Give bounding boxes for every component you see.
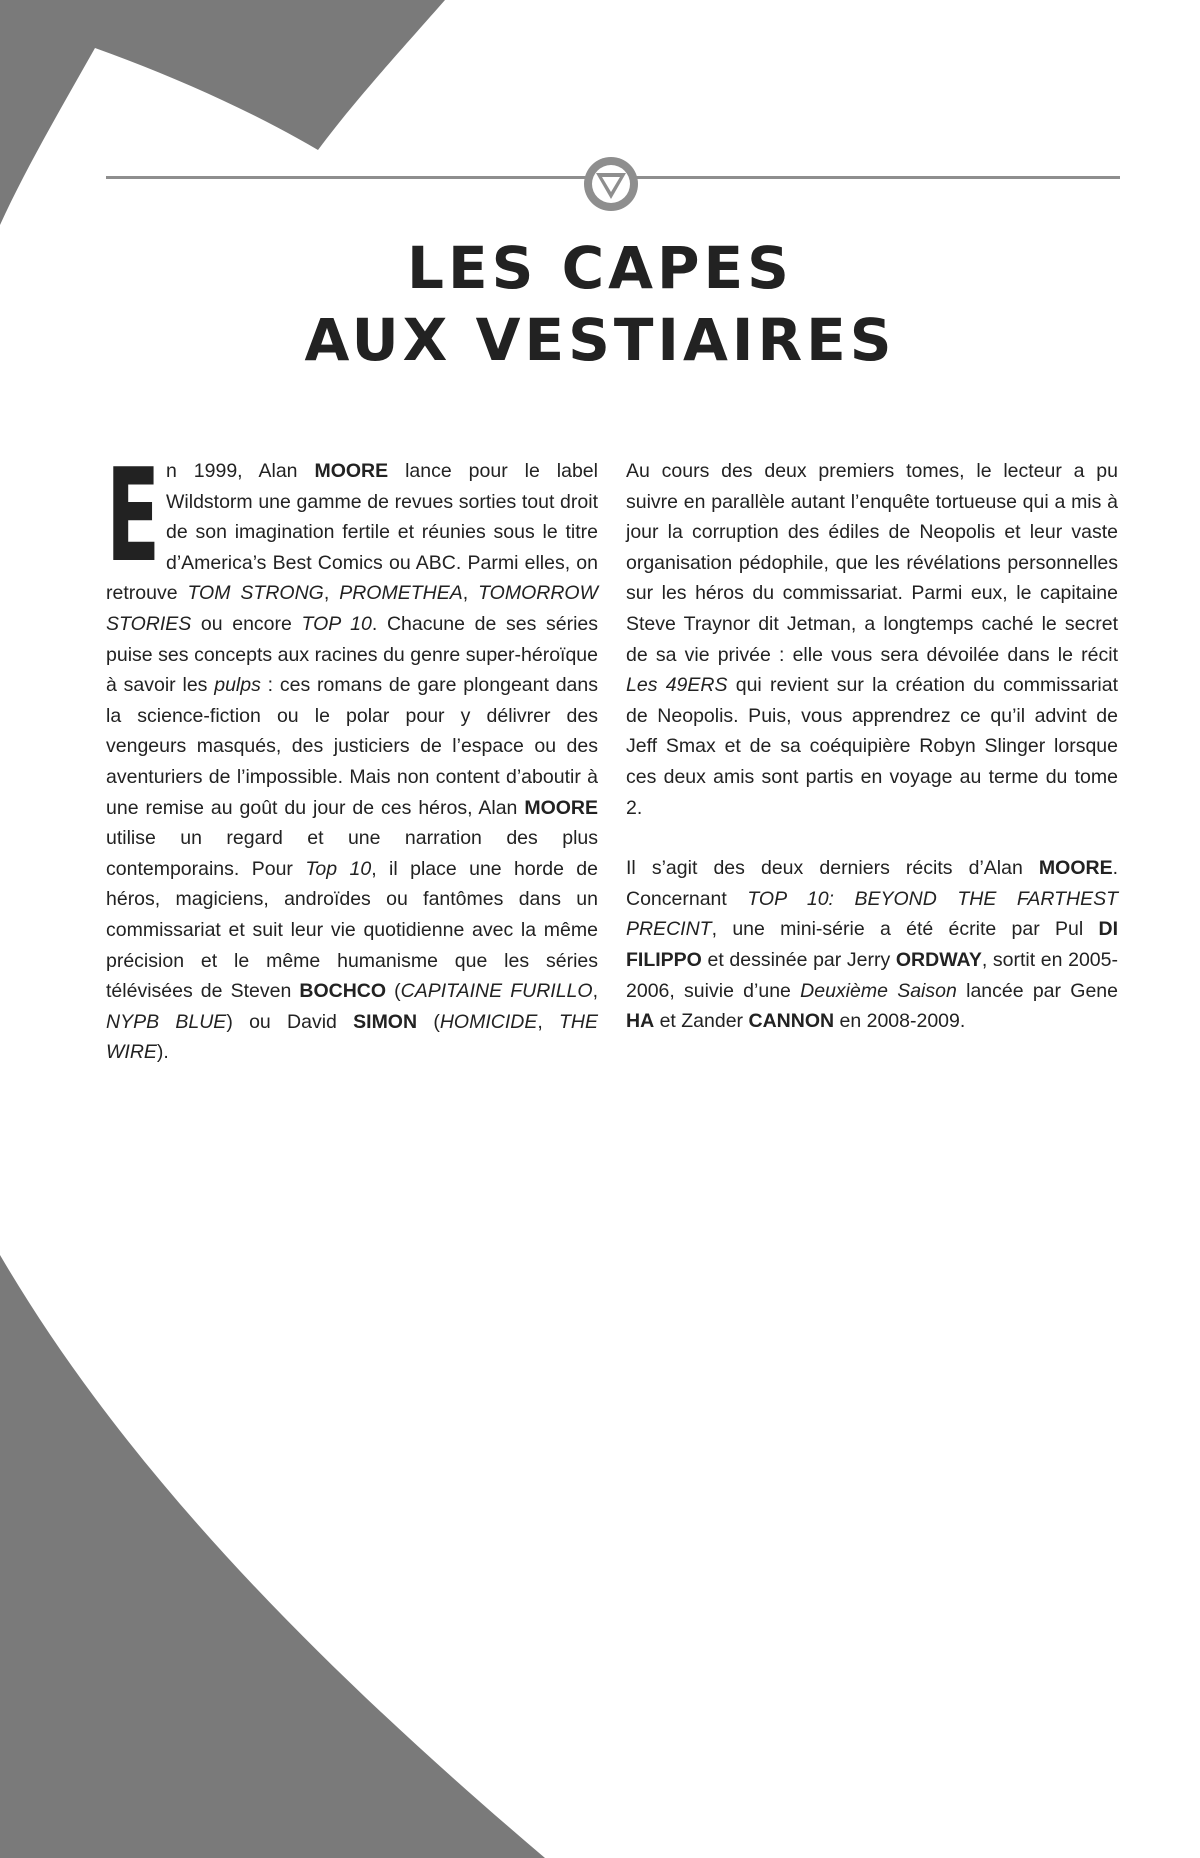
title-line-1: LES CAPES bbox=[407, 234, 793, 302]
right-column bbox=[626, 456, 1118, 1037]
drop-cap: E bbox=[106, 442, 161, 591]
circle-triangle-emblem-icon bbox=[583, 156, 639, 212]
right-paragraph-2: Il s’agit des deux derniers récits d’Alan MOORE. Concernant TOP 10: BEYOND THE FARTHEST PRECINT, une mini-série a été écrite par Pul DI FILIPPO et dessinée par Jerry ORDWAY, sortit en 2005-2006, suivie d’une Deuxième Saison lancée par Gene HA et Zander CANNON en 2008-2009. bbox=[626, 857, 1119, 1033]
left-paragraph-1: En 1999, Alan MOORE lance pour le label Wildstorm une gamme de revues sorties tout droit de son imagination fertile et réunies sous le titre d’America’s Best Comics ou ABC. Parmi elles, on retrouve TOM STRONG, PROMETHEA, TOMORROW STORIES ou encore TOP 10. Chacune de ses séries puise ses concepts aux racines du genre super-héroïque à savoir les pulps : ces romans de gare plongeant dans la science-fiction ou le polar pour y délivrer des vengeurs masqués, des justiciers de l’espace ou des aventuriers de l’impossible. Mais non content d’aboutir à une remise au goût du jour de ces héros, Alan MOORE utilise un regard et une narration des plus contemporains. Pour Top 10, il place une horde de héros, magiciens, androïdes ou fantômes dans un commissariat et suit leur vie quotidienne avec la même précision et le même humanisme que les séries télévisées de Steven BOCHCO (CAPITAINE FURILLO, NYPB BLUE) ou David SIMON (HOMICIDE, THE WIRE). bbox=[106, 442, 599, 1064]
right-paragraph-1: Au cours des deux premiers tomes, le lecteur a pu suivre en parallèle autant l’enquête tortueuse qui a mis à jour la corruption des édiles de Neopolis et leur vaste organisation pédophile, que les révélations personnelles sur les héros du commissariat. Parmi eux, le capitaine Steve Traynor dit Jetman, a longtemps caché le secret de sa vie privée : elle vous sera dévoilée dans le récit Les 49ERS qui revient sur la création du commissariat de Neopolis. Puis, vous apprendrez ce qu’il advint de Jeff Smax et de sa coéquipière Robyn Slinger lorsque ces deux amis sont partis en voyage au terme du tome 2. bbox=[626, 460, 1118, 819]
left-column bbox=[106, 442, 599, 1068]
page-title bbox=[0, 232, 1200, 376]
title-line-2: AUX VESTIAIRES bbox=[304, 306, 896, 374]
